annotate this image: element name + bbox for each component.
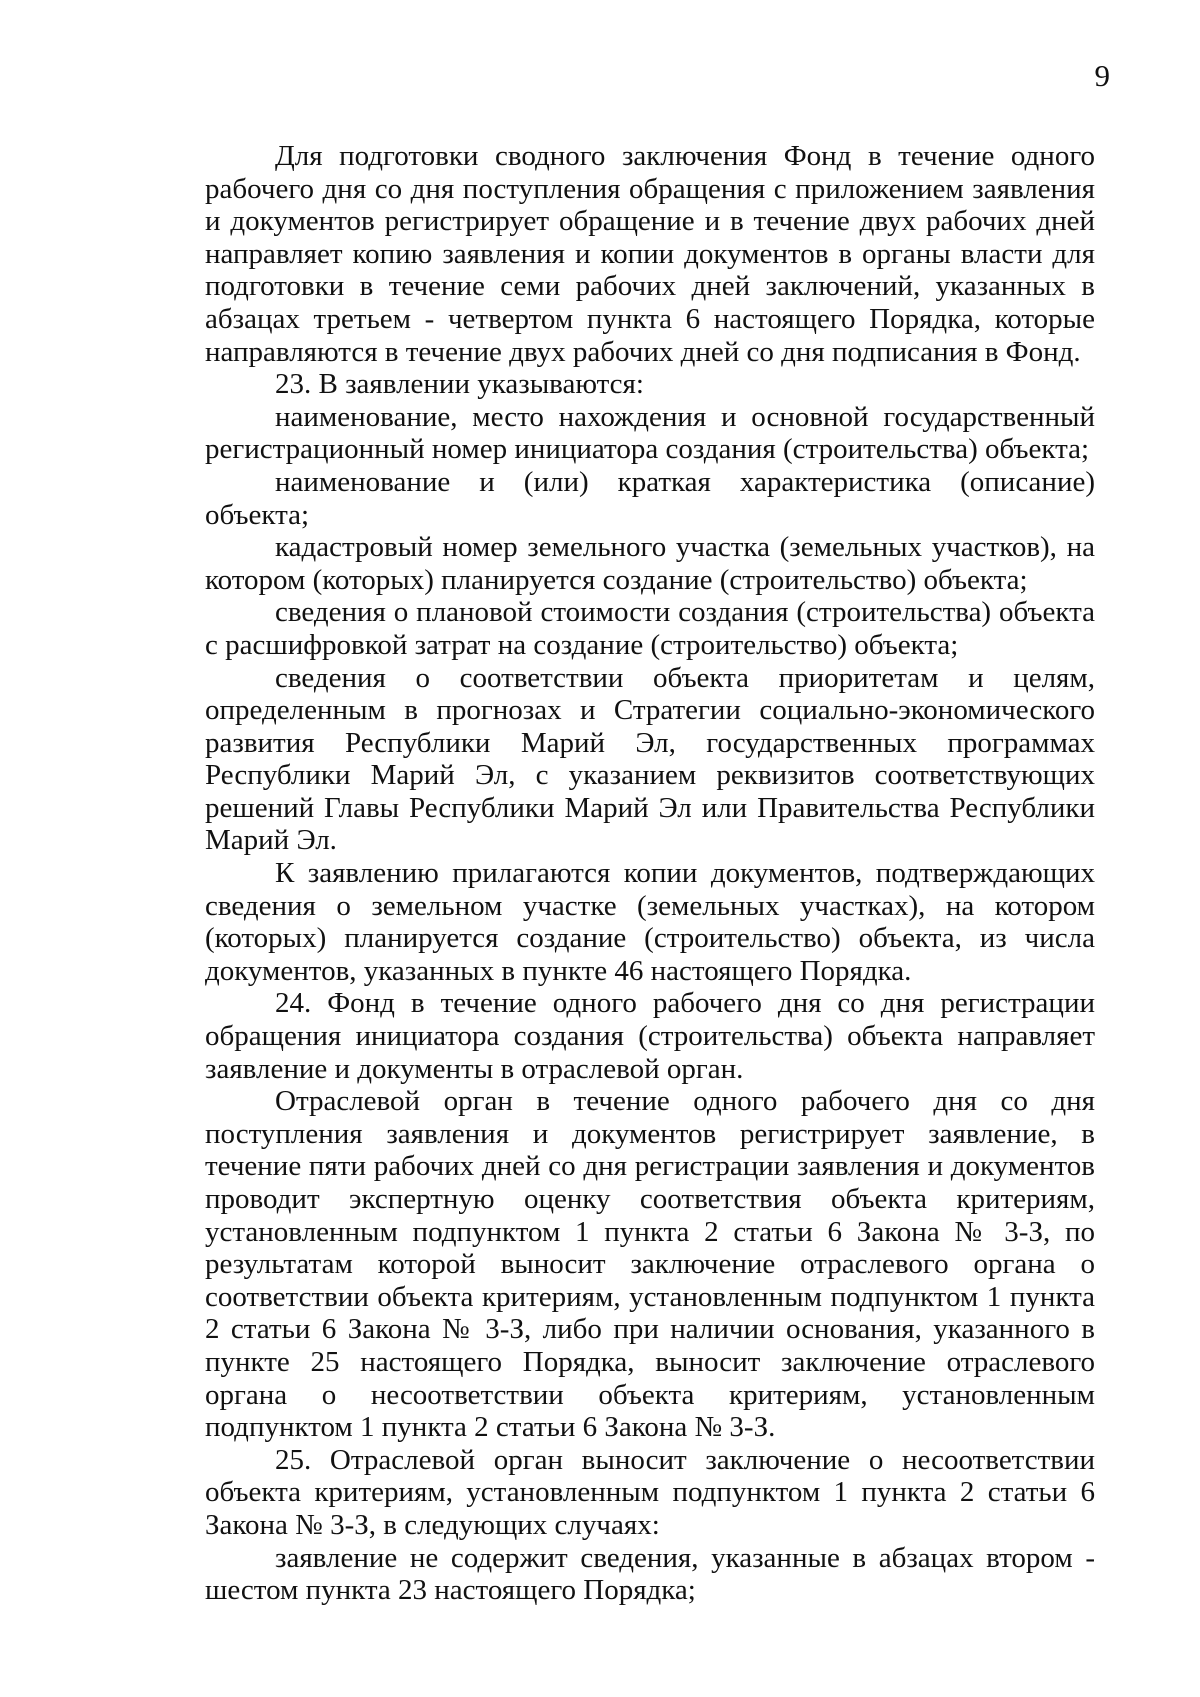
document-body <box>205 140 1095 1607</box>
paragraph-attached-documents: К заявлению прилагаются копии документов, подтверждающих сведения о земельном участке (земельных участках), на котором (которых) планируется создание (строительство) объекта, из числа документов, указанных в пункте 46 настоящего Порядка. <box>205 857 1095 987</box>
paragraph-consolidated-conclusion: Для подготовки сводного заключения Фонд в течение одного рабочего дня со дня поступления обращения с приложением заявления и документов регистрирует обращение и в течение двух рабочих дней направляет копию заявления и копии документов в органы власти для подготовки в течение семи рабочих дней заключений, указанных в абзацах третьем - четвертом пункта 6 настоящего Порядка, которые направляются в течение двух рабочих дней со дня подписания в Фонд. <box>205 140 1095 368</box>
paragraph-item-23-priorities: сведения о соответствии объекта приоритетам и целям, определенным в прогнозах и Стратегии социально-экономического развития Республики Марий Эл, государственных программах Республики Марий Эл, с указанием реквизитов соответствующих решений Главы Республики Марий Эл или Правительства Республики Марий Эл. <box>205 661 1095 857</box>
paragraph-item-23-description: наименование и (или) краткая характеристика (описание) объекта; <box>205 465 1095 531</box>
paragraph-item-24: 24. Фонд в течение одного рабочего дня со дня регистрации обращения инициатора создания (строительства) объекта направляет заявление и документы в отраслевой орган. <box>205 987 1095 1085</box>
page-number: 9 <box>1094 58 1110 93</box>
paragraph-item-23-cadastral-number: кадастровый номер земельного участка (земельных участков), на котором (которых) планируется создание (строительство) объекта; <box>205 531 1095 596</box>
paragraph-item-25: 25. Отраслевой орган выносит заключение о несоответствии объекта критериям, установленным подпунктом 1 пункта 2 статьи 6 Закона № 3-З, в следующих случаях: <box>205 1443 1095 1541</box>
paragraph-item-25-case-1: заявление не содержит сведения, указанные в абзацах втором - шестом пункта 23 настоящего Порядка; <box>205 1541 1095 1607</box>
paragraph-item-23-name-location: наименование, место нахождения и основной государственный регистрационный номер инициатора создания (строительства) объекта; <box>205 400 1095 466</box>
paragraph-item-23-heading: 23. В заявлении указываются: <box>275 368 644 401</box>
paragraph-sector-authority-review: Отраслевой орган в течение одного рабочего дня со дня поступления заявления и документов регистрирует заявление, в течение пяти рабочих дней со дня регистрации заявления и документов проводит экспертную оценку соответствия объекта критериям, установленным подпунктом 1 пункта 2 статьи 6 Закона № 3-З, по результатам которой выносит заключение отраслевого органа о соответствии объекта критериям, установленным подпунктом 1 пункта 2 статьи 6 Закона № 3-З, либо при наличии основания, указанного в пункте 25 настоящего Порядка, выносит заключение отраслевого органа о несоответствии объекта критериям, установленным подпунктом 1 пункта 2 статьи 6 Закона № 3-З. <box>205 1085 1095 1444</box>
paragraph-item-23-planned-cost: сведения о плановой стоимости создания (строительства) объекта с расшифровкой затрат на создание (строительство) объекта; <box>205 596 1095 661</box>
